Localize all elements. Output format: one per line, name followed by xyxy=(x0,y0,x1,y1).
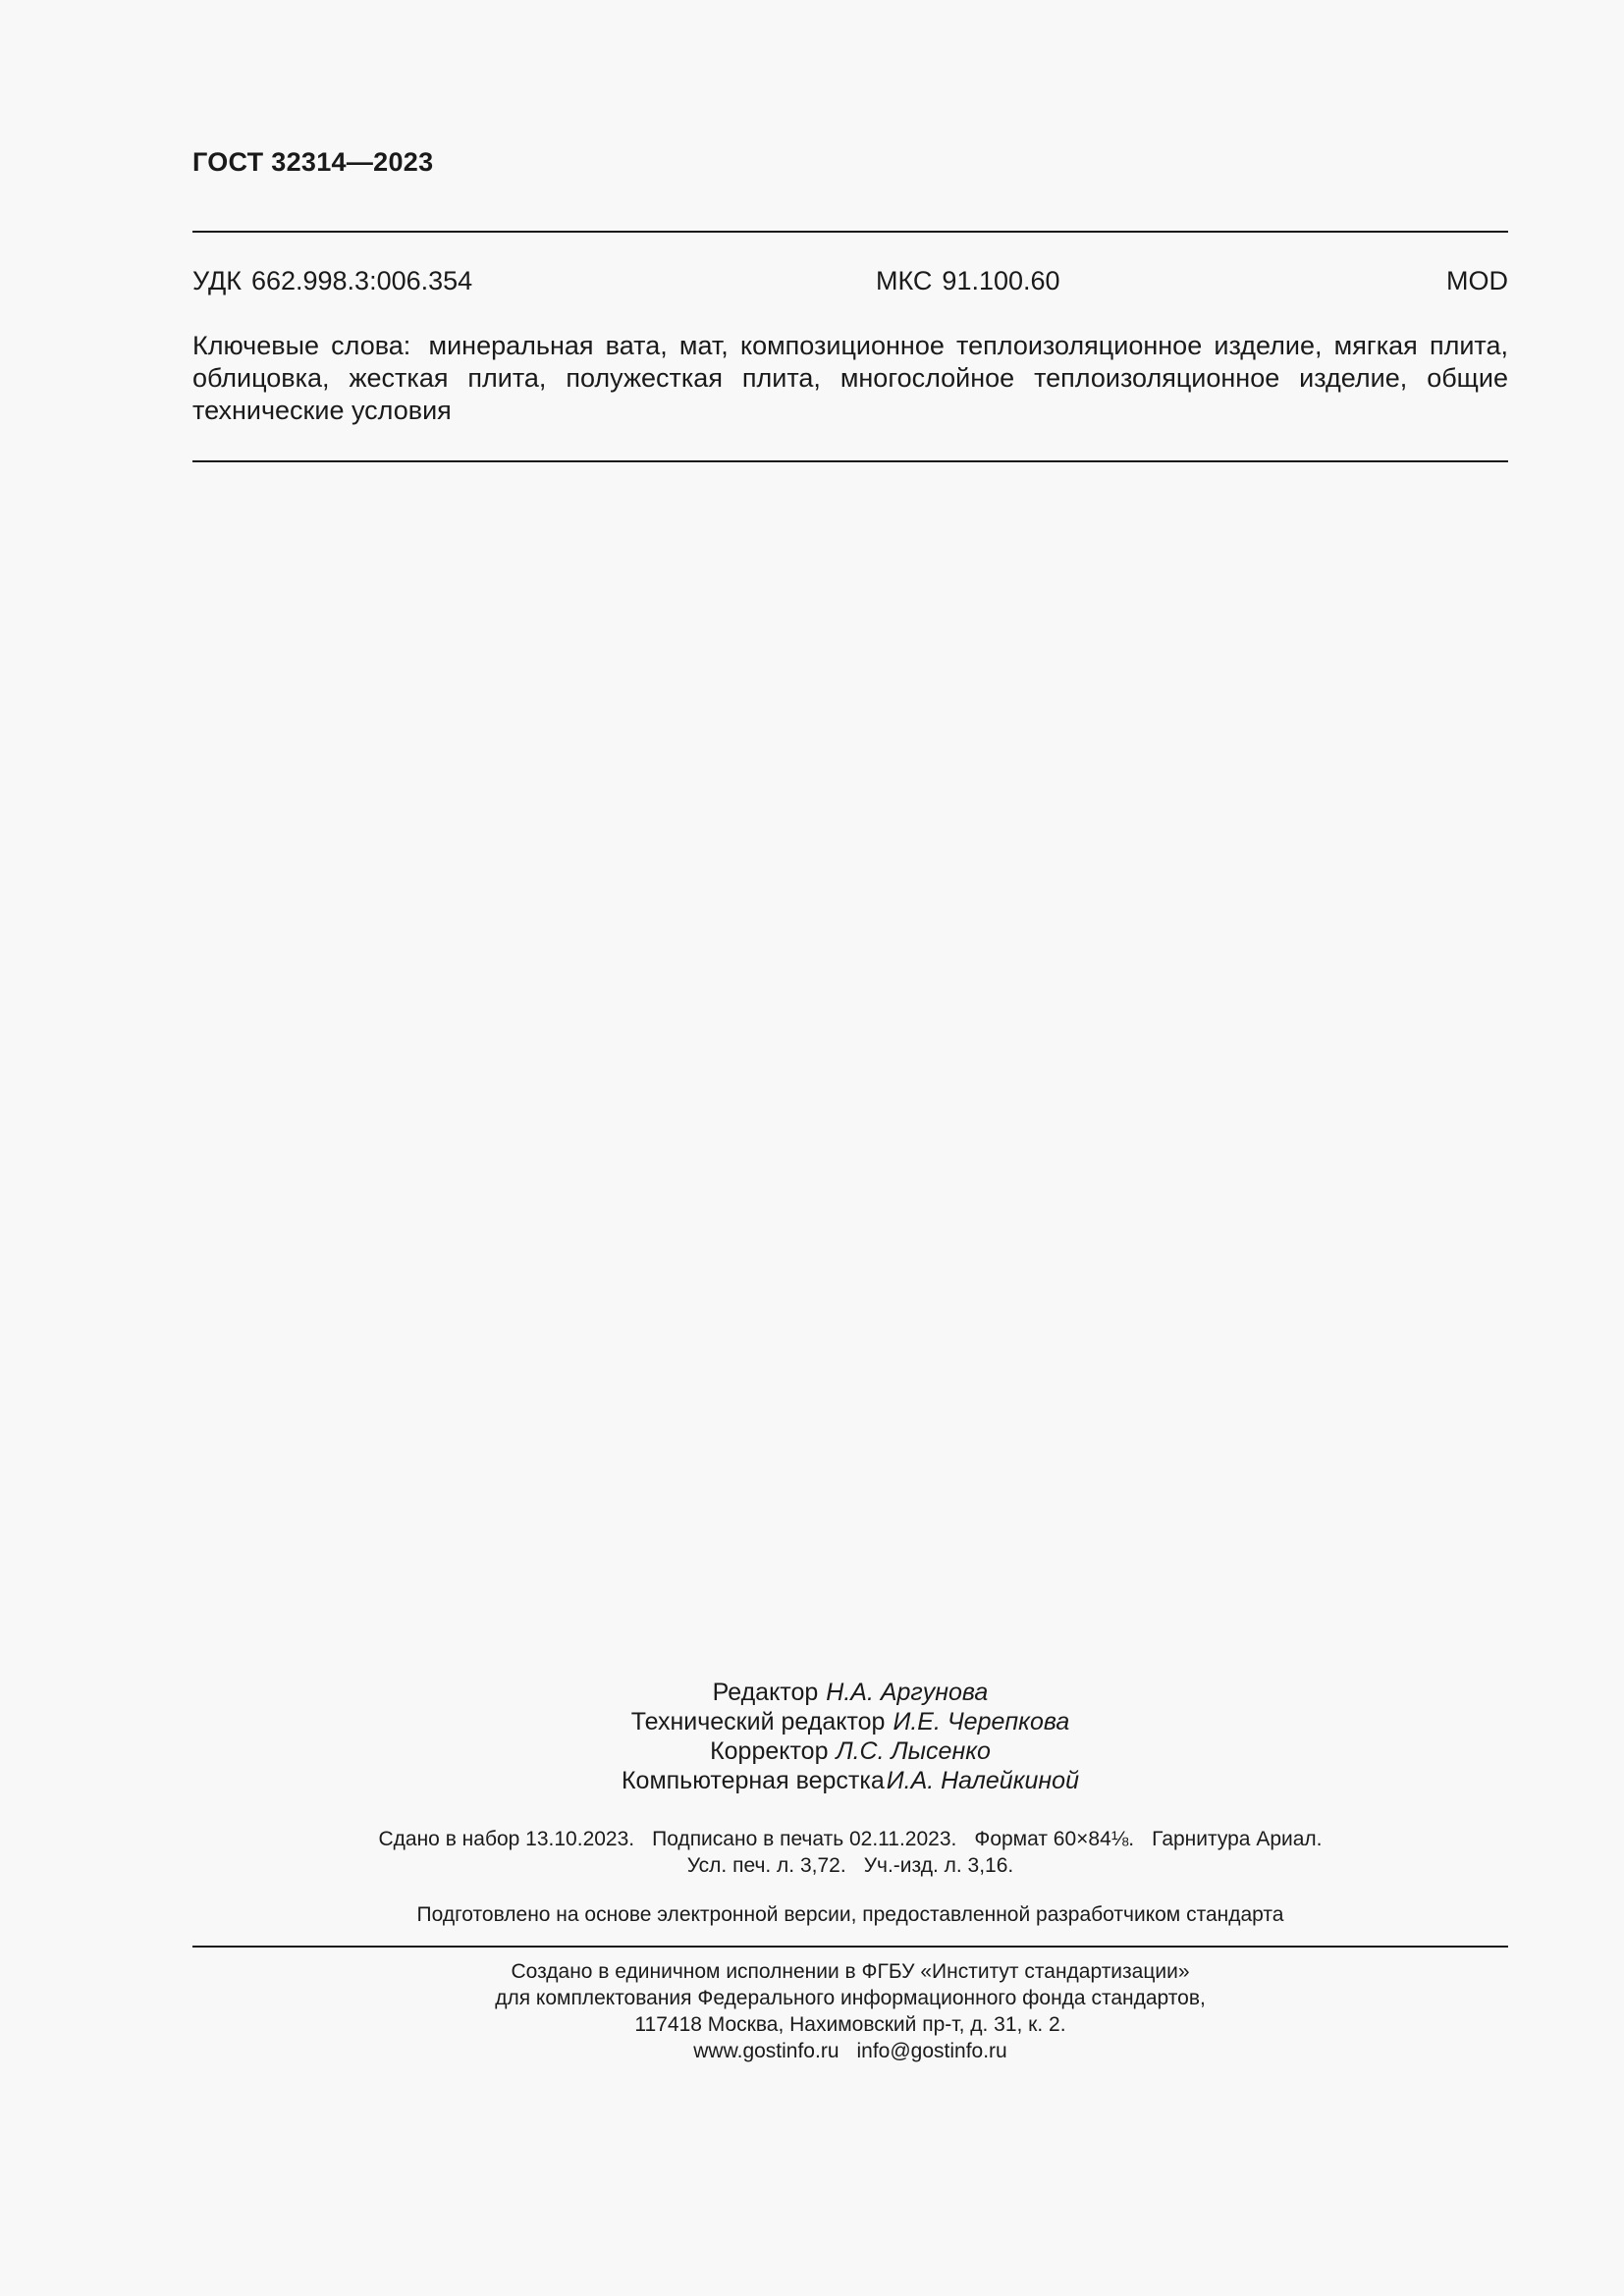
corrector-role: Корректор xyxy=(710,1737,829,1765)
website-link[interactable]: www.gostinfo.ru xyxy=(693,2040,839,2062)
publ-sheets: Уч.-изд. л. 3,16. xyxy=(863,1854,1014,1877)
editor-role: Редактор xyxy=(712,1679,819,1706)
keywords-text: минеральная вата, мат, композиционное теплоизоляционное изделие, мягкая плита, облицовка, жесткая плита, полужесткая плита, многослойное теплоизоляционное изделие, общие технические условия xyxy=(192,331,1508,425)
typeset-date: Сдано в набор 13.10.2023. xyxy=(378,1828,635,1850)
email-link[interactable]: info@gostinfo.ru xyxy=(856,2040,1007,2062)
credits-block xyxy=(192,1678,1508,1795)
footer-divider xyxy=(192,1946,1508,1948)
mks-label: МКС xyxy=(876,266,933,295)
udk-label: УДК xyxy=(192,266,242,295)
mks-block xyxy=(876,266,1060,296)
keywords-paragraph xyxy=(192,330,1508,427)
publisher-address: 117418 Москва, Нахимовский пр-т, д. 31, к. 2. xyxy=(634,2013,1066,2036)
keywords-divider xyxy=(192,460,1508,462)
udk-value: 662.998.3:006.354 xyxy=(250,266,473,295)
tech-editor-line xyxy=(192,1707,1508,1736)
classification-row xyxy=(192,266,1508,299)
publisher-line-1: Создано в единичном исполнении в ФГБУ «Институт стандартизации» xyxy=(511,1960,1190,1983)
editor-name: Н.А. Аргунова xyxy=(826,1679,989,1706)
tech-editor-name: И.Е. Черепкова xyxy=(893,1708,1070,1735)
standard-code: ГОСТ 32314—2023 xyxy=(192,147,434,177)
layout-role: Компьютерная верстка xyxy=(621,1767,885,1794)
udk-block xyxy=(192,266,472,296)
print-info-line-2 xyxy=(192,1852,1508,1879)
paper-format: Формат 60×84⅛. xyxy=(974,1828,1135,1850)
tech-editor-role: Технический редактор xyxy=(630,1708,886,1735)
print-sheets: Усл. печ. л. 3,72. xyxy=(686,1854,846,1877)
print-info-block xyxy=(192,1826,1508,1879)
signed-date: Подписано в печать 02.11.2023. xyxy=(652,1828,957,1850)
top-divider xyxy=(192,231,1508,233)
editor-line xyxy=(192,1678,1508,1707)
keywords-label: Ключевые слова: xyxy=(192,331,411,360)
publisher-contacts xyxy=(192,2038,1508,2064)
layout-line xyxy=(192,1766,1508,1795)
publisher-line-2: для комплектования Федерального информационного фонда стандартов, xyxy=(495,1987,1206,2009)
mod-label: MOD xyxy=(1446,266,1508,295)
corrector-line xyxy=(192,1736,1508,1766)
print-info-line-1 xyxy=(192,1826,1508,1852)
publisher-block xyxy=(192,1958,1508,2064)
prepared-note: Подготовлено на основе электронной версии, предоставленной разработчиком стандарта xyxy=(416,1903,1284,1926)
mks-value: 91.100.60 xyxy=(942,266,1060,295)
typeface: Гарнитура Ариал. xyxy=(1152,1828,1323,1850)
corrector-name: Л.С. Лысенко xyxy=(836,1737,991,1765)
layout-name: И.А. Налейкиной xyxy=(886,1767,1079,1794)
